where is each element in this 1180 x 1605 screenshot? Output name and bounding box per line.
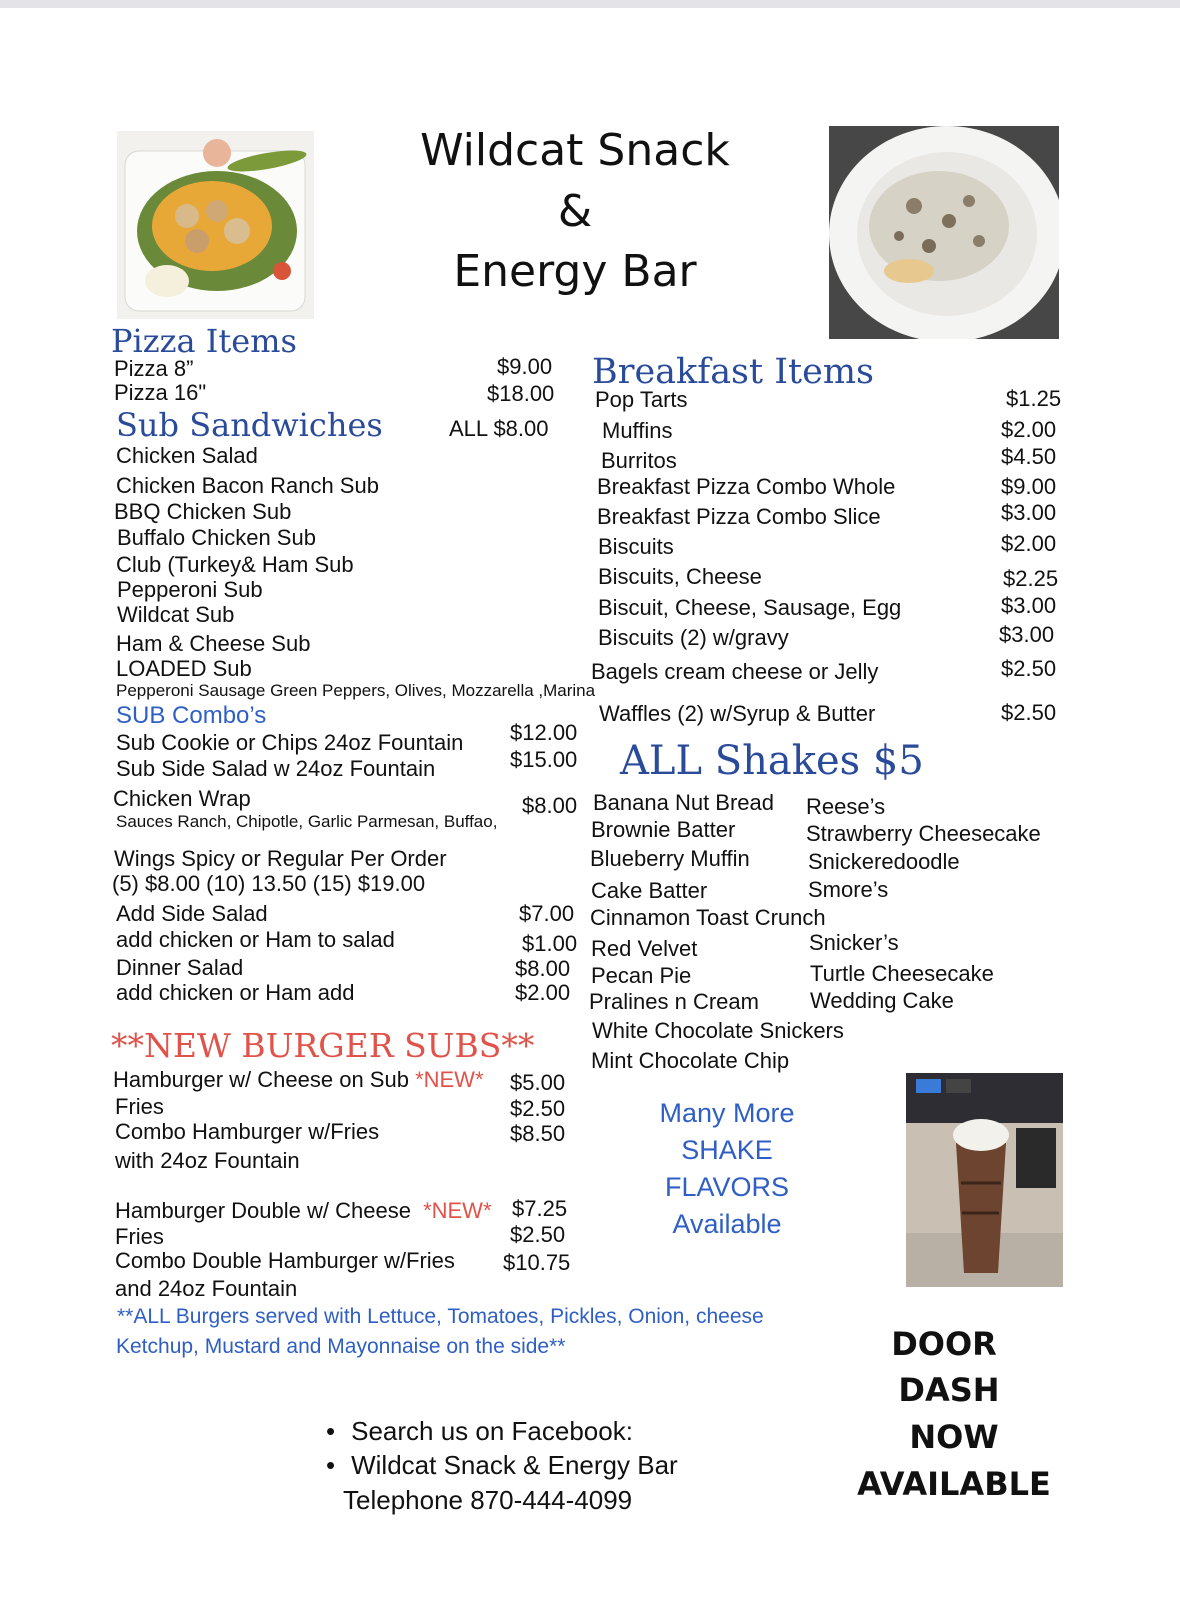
burger-note-line-2: Ketchup, Mustard and Mayonnaise on the side** <box>116 1335 566 1358</box>
breakfast-item-name: Waffles (2) w/Syrup & Butter <box>599 701 876 726</box>
shake-flavor: Turtle Cheesecake <box>810 961 994 986</box>
breakfast-item-price: $3.00 <box>1001 593 1057 618</box>
burger-item-name: Combo Double Hamburger w/Fries <box>115 1248 455 1273</box>
contact-line-1 <box>326 1416 633 1447</box>
contact-line-2 <box>326 1450 678 1481</box>
burger-item-name: and 24oz Fountain <box>115 1276 298 1301</box>
burger-note-line-1: **ALL Burgers served with Lettuce, Tomatoes, Pickles, Onion, cheese <box>117 1305 764 1328</box>
breakfast-item-name: Muffins <box>602 418 673 443</box>
pizza-item-price: $18.00 <box>487 381 555 406</box>
doordash-line: NOW <box>909 1418 999 1456</box>
breakfast-item-name: Biscuit, Cheese, Sausage, Egg <box>598 595 902 620</box>
shake-flavor: Pecan Pie <box>591 963 692 988</box>
loaded-sub-description: Pepperoni Sausage Green Peppers, Olives, Mozzarella ,Marina <box>116 681 596 700</box>
contact-line-2-text: Wildcat Snack & Energy Bar <box>351 1450 678 1480</box>
pizza-heading: Pizza Items <box>111 322 297 360</box>
breakfast-item-name: Breakfast Pizza Combo Slice <box>597 504 881 529</box>
shake-flavor: Cinnamon Toast Crunch <box>590 905 826 930</box>
combo-item-price: $12.00 <box>510 720 578 745</box>
burger-item-price: $2.50 <box>510 1222 566 1247</box>
subs-price-note: ALL $8.00 <box>449 416 549 441</box>
doordash-line: AVAILABLE <box>857 1465 1051 1503</box>
burger-item-name: Fries <box>115 1094 164 1119</box>
burger-item <box>115 1198 492 1224</box>
breakfast-item-price: $2.50 <box>1001 656 1057 681</box>
breakfast-item-name: Burritos <box>601 448 677 473</box>
burger-item-price: $5.00 <box>510 1070 566 1095</box>
breakfast-item-price: $9.00 <box>1001 474 1057 499</box>
biscuits-gravy-photo <box>829 126 1059 339</box>
combos-heading: SUB Combo’s <box>116 702 267 729</box>
wings-line-2: (5) $8.00 (10) 13.50 (15) $19.00 <box>112 871 426 896</box>
shake-flavor: Brownie Batter <box>591 817 736 842</box>
new-tag: *NEW* <box>415 1067 484 1092</box>
shake-flavor: Cake Batter <box>591 878 708 903</box>
breakfast-item-price: $2.00 <box>1001 531 1057 556</box>
burger-item-name: Hamburger Double w/ Cheese <box>115 1198 411 1223</box>
burger-item-price: $7.25 <box>512 1196 568 1221</box>
salad-item-price: $2.00 <box>515 980 571 1005</box>
combo-item-price: $15.00 <box>510 747 578 772</box>
breakfast-item-price: $2.25 <box>1003 566 1059 591</box>
salad-item-price: $7.00 <box>519 901 575 926</box>
sub-item: Chicken Salad <box>116 443 258 468</box>
combo-item-name: Sub Cookie or Chips 24oz Fountain <box>116 730 464 755</box>
breakfast-item-name: Biscuits, Cheese <box>598 564 762 589</box>
title-line-3: Energy Bar <box>453 246 697 297</box>
subs-heading: Sub Sandwiches <box>116 406 383 444</box>
breakfast-item-name: Breakfast Pizza Combo Whole <box>597 474 896 499</box>
burger-item-price: $10.75 <box>503 1250 571 1275</box>
breakfast-item-name: Pop Tarts <box>595 387 688 412</box>
shake-flavor: Pralines n Cream <box>589 989 759 1014</box>
doordash-line: DASH <box>898 1371 1000 1409</box>
title-line-2: & <box>557 186 593 237</box>
shake-flavor: Strawberry Cheesecake <box>806 821 1041 846</box>
contact-line-1-text: Search us on Facebook: <box>351 1416 633 1446</box>
more-flavors-line: SHAKE <box>681 1135 773 1165</box>
breakfast-item-price: $3.00 <box>999 622 1055 647</box>
wrap-description: Sauces Ranch, Chipotle, Garlic Parmesan, Buffao, <box>116 812 498 831</box>
bullet-dot: • <box>326 1416 336 1446</box>
shake-flavor: Wedding Cake <box>810 988 954 1013</box>
pizza-item-name: Pizza 16" <box>114 380 207 405</box>
more-flavors-line: Available <box>672 1209 782 1239</box>
breakfast-heading: Breakfast Items <box>592 352 874 392</box>
salad-item-name: add chicken or Ham to salad <box>116 927 395 952</box>
top-border <box>0 0 1180 8</box>
shake-flavor: Banana Nut Bread <box>593 790 775 815</box>
burger-item-price: $8.50 <box>510 1121 566 1146</box>
salad-item-price: $1.00 <box>522 931 578 956</box>
shake-flavor: Blueberry Muffin <box>590 846 750 871</box>
breakfast-item-name: Biscuits <box>598 534 674 559</box>
shake-flavor: Mint Chocolate Chip <box>591 1048 790 1073</box>
breakfast-item-name: Biscuits (2) w/gravy <box>598 625 789 650</box>
burger-item <box>113 1067 484 1093</box>
breakfast-item-price: $2.50 <box>1001 700 1057 725</box>
breakfast-item-name: Bagels cream cheese or Jelly <box>591 659 879 684</box>
breakfast-item-price: $2.00 <box>1001 417 1057 442</box>
shake-photo <box>906 1073 1063 1287</box>
wrap-name: Chicken Wrap <box>113 786 251 811</box>
burgers-heading: **NEW BURGER SUBS** <box>111 1026 535 1065</box>
new-tag: *NEW* <box>423 1198 492 1223</box>
contact-phone: Telephone 870-444-4099 <box>343 1485 633 1515</box>
sub-item: Wildcat Sub <box>117 602 235 627</box>
salad-item-name: add chicken or Ham add <box>116 980 355 1005</box>
sub-item: BBQ Chicken Sub <box>114 499 292 524</box>
burger-item-name: Fries <box>115 1224 164 1249</box>
sub-item: Club (Turkey& Ham Sub <box>116 552 354 577</box>
sub-item: LOADED Sub <box>116 656 252 681</box>
breakfast-item-price: $3.00 <box>1001 500 1057 525</box>
shake-flavor: Reese’s <box>806 794 886 819</box>
sub-item: Ham & Cheese Sub <box>116 631 311 656</box>
shake-flavor: Snicker’s <box>809 930 899 955</box>
more-flavors-line: FLAVORS <box>664 1172 790 1202</box>
sub-item: Buffalo Chicken Sub <box>117 525 316 550</box>
salad-item-name: Dinner Salad <box>116 955 244 980</box>
burger-item-name: Combo Hamburger w/Fries <box>115 1119 380 1144</box>
wings-line-1: Wings Spicy or Regular Per Order <box>114 846 447 871</box>
shake-flavor: Snickeredoodle <box>808 849 960 874</box>
salad-item-price: $8.00 <box>515 956 571 981</box>
more-flavors-line: Many More <box>659 1098 795 1128</box>
pizza-item-price: $9.00 <box>497 354 553 379</box>
title-line-1: Wildcat Snack <box>420 125 730 176</box>
shake-flavor: Red Velvet <box>591 936 698 961</box>
breakfast-item-price: $1.25 <box>1006 386 1062 411</box>
combo-item-name: Sub Side Salad w 24oz Fountain <box>116 756 436 781</box>
bullet-dot: • <box>326 1450 336 1480</box>
shake-flavor: Smore’s <box>808 877 889 902</box>
doordash-line: DOOR <box>891 1325 997 1363</box>
shakes-heading: ALL Shakes $5 <box>620 738 924 784</box>
sub-item: Chicken Bacon Ranch Sub <box>116 473 379 498</box>
shake-flavor: White Chocolate Snickers <box>592 1018 844 1043</box>
breakfast-item-price: $4.50 <box>1001 444 1057 469</box>
salad-item-name: Add Side Salad <box>116 901 268 926</box>
pizza-item-name: Pizza 8” <box>114 356 194 381</box>
wrap-price: $8.00 <box>522 793 578 818</box>
sub-item: Pepperoni Sub <box>117 577 263 602</box>
burger-item-name: with 24oz Fountain <box>115 1148 300 1173</box>
burger-item-name: Hamburger w/ Cheese on Sub <box>113 1067 409 1092</box>
salad-photo <box>117 131 314 319</box>
burger-item-price: $2.50 <box>510 1096 566 1121</box>
